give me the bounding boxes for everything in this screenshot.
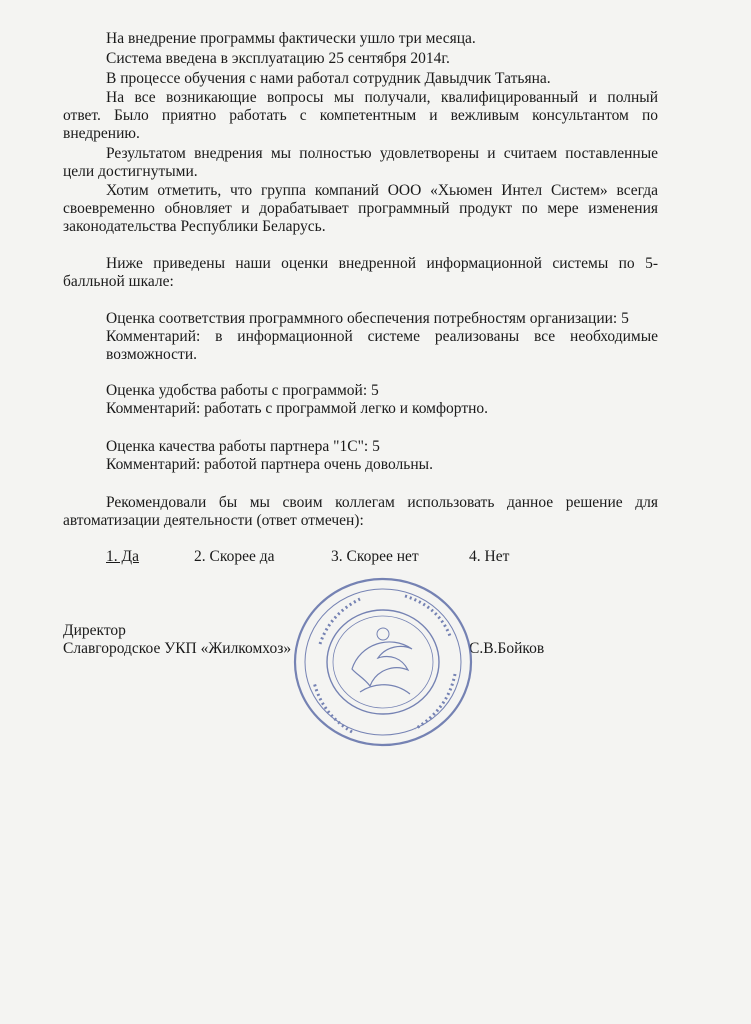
comment-partner: Комментарий: работой партнера очень довольны. xyxy=(106,456,433,473)
paragraph-launch-date: Система введена в эксплуатацию 25 сентября 2014г. xyxy=(106,50,450,67)
comment-usability: Комментарий: работать с программой легко и комфортно. xyxy=(106,400,489,417)
signature-name: С.В.Бойков xyxy=(469,640,545,657)
rating-partner: Оценка качества работы партнера "1С": 5 xyxy=(106,438,380,455)
answer-option-yes-selected: 1. Да xyxy=(106,548,139,565)
paragraph-company-line3: законодательства Республики Беларусь. xyxy=(63,218,326,235)
paragraph-ratings-intro-line2: балльной шкале: xyxy=(63,273,174,290)
signature-title: Директор xyxy=(63,622,126,639)
answer-option-rather-no: 3. Скорее нет xyxy=(331,548,419,565)
paragraph-ratings-intro-line1: Ниже приведены наши оценки внедренной информационной системы по 5- xyxy=(106,255,658,272)
question-recommend-line2: автоматизации деятельности (ответ отмечен): xyxy=(63,512,364,529)
paragraph-trainer: В процессе обучения с нами работал сотрудник Давыдчик Татьяна. xyxy=(106,70,551,87)
answer-option-rather-yes: 2. Скорее да xyxy=(194,548,275,565)
paragraph-company-line1: Хотим отметить, что группа компаний ООО «Хьюмен Интел Систем» всегда xyxy=(106,182,658,199)
paragraph-company-line2: своевременно обновляет и дорабатывает программный продукт по мере изменения xyxy=(63,200,658,217)
rating-usability: Оценка удобства работы с программой: 5 xyxy=(106,382,379,399)
paragraph-questions-line3: внедрению. xyxy=(63,125,140,142)
comment-software-fit-line1: Комментарий: в информационной системе реализованы все необходимые xyxy=(106,328,658,345)
paragraph-duration: На внедрение программы фактически ушло три месяца. xyxy=(106,30,476,47)
comment-software-fit-line2: возможности. xyxy=(106,346,198,363)
paragraph-result-line2: цели достигнутыми. xyxy=(63,163,198,180)
paragraph-result-line1: Результатом внедрения мы полностью удовлетворены и считаем поставленные xyxy=(106,145,658,162)
question-recommend-line1: Рекомендовали бы мы своим коллегам использовать данное решение для xyxy=(106,494,658,511)
paragraph-questions-line1: На все возникающие вопросы мы получали, квалифицированный и полный xyxy=(106,89,658,106)
answer-option-no: 4. Нет xyxy=(469,548,510,565)
paragraph-questions-line2: ответ. Было приятно работать с компетентным и вежливым консультантом по xyxy=(63,107,658,124)
signature-organization: Славгородское УКП «Жилкомхоз» xyxy=(63,640,292,657)
rating-software-fit: Оценка соответствия программного обеспечения потребностям организации: 5 xyxy=(106,310,629,327)
round-seal-icon xyxy=(290,574,476,750)
